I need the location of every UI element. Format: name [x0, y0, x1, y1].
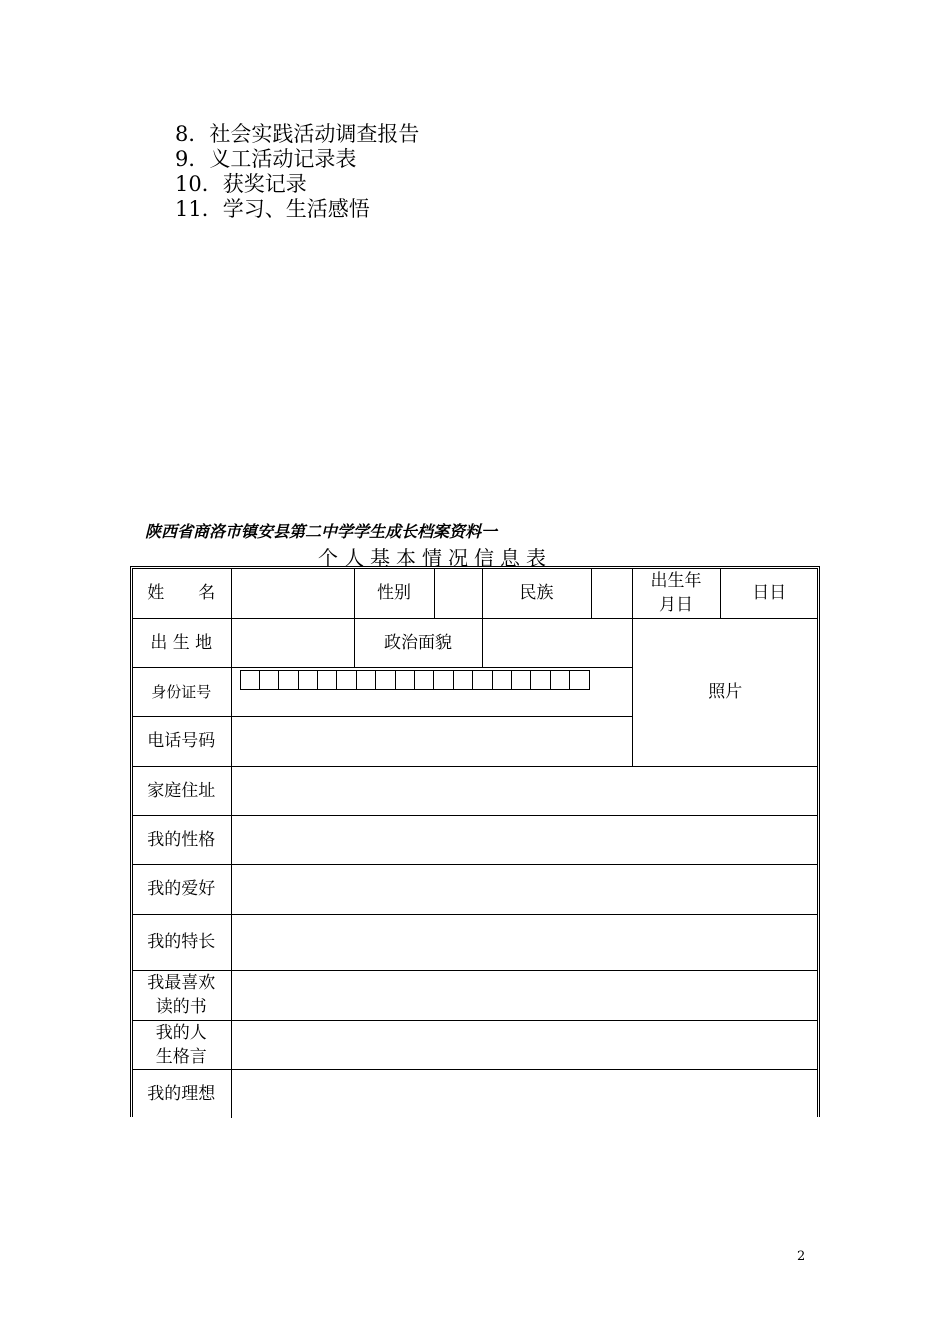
toc-item: 9．义工活动记录表 [175, 147, 357, 171]
name-label: 姓 名 [132, 568, 231, 618]
gender-field[interactable] [434, 568, 482, 618]
table-row [132, 1069, 818, 1118]
name-field[interactable] [231, 568, 354, 618]
ethnicity-field[interactable] [591, 568, 632, 618]
table-row [132, 1020, 818, 1069]
id-number-field[interactable] [231, 667, 632, 716]
phone-label: 电话号码 [132, 716, 231, 766]
id-number-label: 身份证号 [132, 667, 231, 716]
favorite-book-label [132, 970, 231, 1020]
table-row [132, 766, 818, 815]
address-label: 家庭住址 [132, 766, 231, 815]
table-row [132, 970, 818, 1020]
table-row [132, 568, 818, 618]
table-title: 个人基本情况信息表 [318, 546, 552, 570]
ideal-label: 我的理想 [132, 1069, 231, 1118]
birthdate-field[interactable]: 日日 [720, 568, 818, 618]
table-row [132, 618, 818, 667]
ideal-field[interactable] [231, 1069, 818, 1118]
gender-label: 性别 [354, 568, 434, 618]
political-status-field[interactable] [482, 618, 632, 667]
hobby-label: 我的爱好 [132, 864, 231, 914]
table-row [132, 864, 818, 914]
toc-item: 11．学习、生活感悟 [175, 197, 370, 221]
table-row [132, 815, 818, 864]
ethnicity-label: 民族 [482, 568, 591, 618]
favorite-book-label-line2: 读的书 [155, 997, 207, 1017]
page-number: 2 [797, 1249, 806, 1264]
birthplace-label: 出 生 地 [132, 618, 231, 667]
toc-item: 8．社会实践活动调查报告 [175, 122, 420, 146]
specialty-label: 我的特长 [132, 914, 231, 970]
phone-field[interactable] [231, 716, 632, 766]
personal-info-table [132, 568, 818, 1118]
birthdate-label-line2: 月日 [659, 594, 693, 615]
political-status-label: 政治面貌 [354, 618, 482, 667]
motto-label-line1: 我的人 [155, 1022, 207, 1043]
motto-field[interactable] [231, 1020, 818, 1069]
motto-label-line2: 生格言 [155, 1046, 207, 1067]
table-row [132, 914, 818, 970]
toc-item: 10．获奖记录 [175, 172, 307, 196]
toc-list [175, 122, 419, 222]
birthplace-field[interactable] [231, 618, 354, 667]
motto-label [132, 1020, 231, 1069]
school-subtitle: 陕西省商洛市镇安县第二中学学生成长档案资料一 [145, 522, 498, 541]
personality-label: 我的性格 [132, 815, 231, 864]
address-field[interactable] [231, 766, 818, 815]
birthdate-label-line1: 出生年 [650, 570, 702, 591]
birthdate-label [632, 568, 720, 618]
favorite-book-label-line1: 我最喜欢 [147, 973, 216, 993]
id-number-boxes [240, 670, 590, 690]
specialty-field[interactable] [231, 914, 818, 970]
photo-box: 照片 [632, 618, 818, 766]
personality-field[interactable] [231, 815, 818, 864]
favorite-book-field[interactable] [231, 970, 818, 1020]
hobby-field[interactable] [231, 864, 818, 914]
